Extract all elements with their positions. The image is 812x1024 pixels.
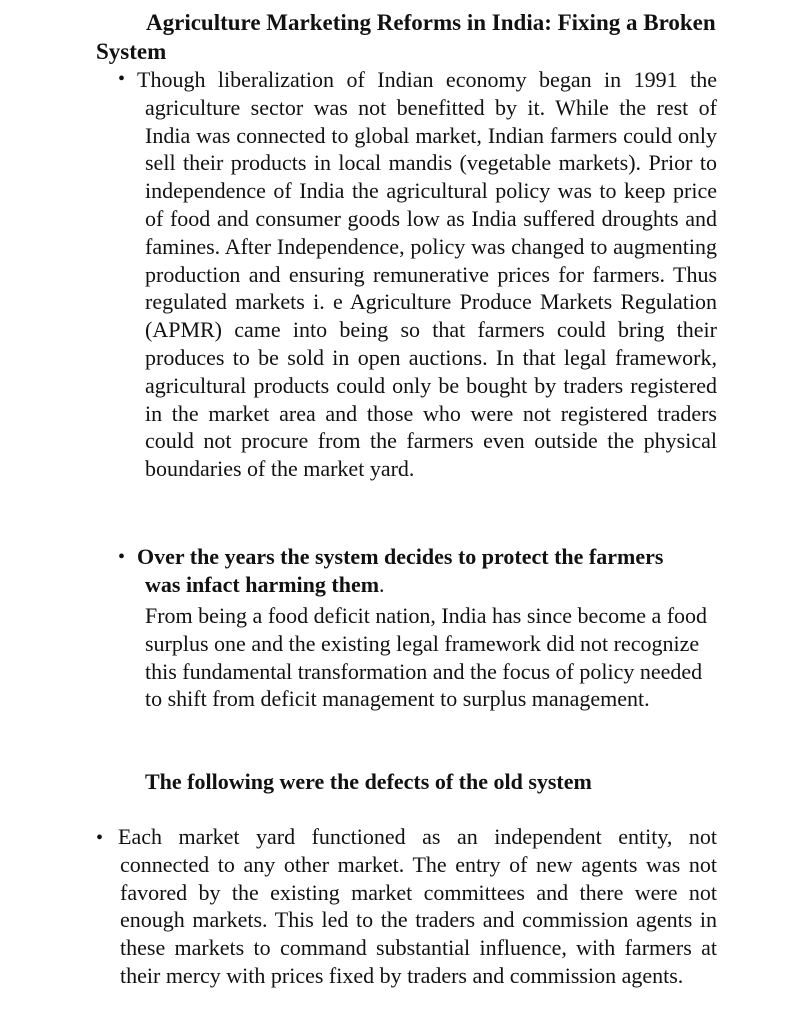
- bullet-point-1: •: [118, 68, 126, 90]
- defects-heading: The following were the defects of the old system: [145, 769, 592, 794]
- heading-period: .: [379, 572, 385, 597]
- heading-line-2: was infact harming them: [145, 572, 380, 597]
- bullet-point-3: •: [96, 827, 104, 849]
- bullet-point-2: •: [118, 546, 126, 568]
- document-title: Agriculture Marketing Reforms in India: Fixing a Broken System: [96, 10, 716, 64]
- heading-line-1: Over the years the system decides to protect the farmers: [137, 544, 664, 569]
- paragraph-market-yard: Each market yard functioned as an independent entity, not connected to any other market. The entry of new agents was not favored by the existing market committees and there were not enough markets. This led to the traders and commission agents in these markets to command substantial influence, with farmers at their mercy with prices fixed by traders and commission agents.: [118, 824, 717, 988]
- paragraph-liberalization: Though liberalization of Indian economy began in 1991 the agriculture sector was not benefitted by it. While the rest of India was connected to global market, Indian farmers could only sell their products in local mandis (vegetable markets). Prior to independence of India the agricultural policy was to keep price of food and consumer goods low as India suffered droughts and famines. After Independence, policy was changed to augmenting production and ensuring remunerative prices for farmers. Thus regulated markets i. e Agriculture Produce Markets Regulation (APMR) came into being so that farmers could bring their produces to be sold in open auctions. In that legal framework, agricultural products could only be bought by traders registered in the market area and those who were not registered traders could not procure from the farmers even outside the physical boundaries of the market yard.: [137, 67, 717, 482]
- paragraph-food-surplus: From being a food deficit nation, India has since become a food surplus one and the existing legal framework did not recognize this fundamental transformation and the focus of policy needed to shift from deficit management to surplus management.: [145, 603, 708, 712]
- section-heading-farmers: [137, 543, 722, 599]
